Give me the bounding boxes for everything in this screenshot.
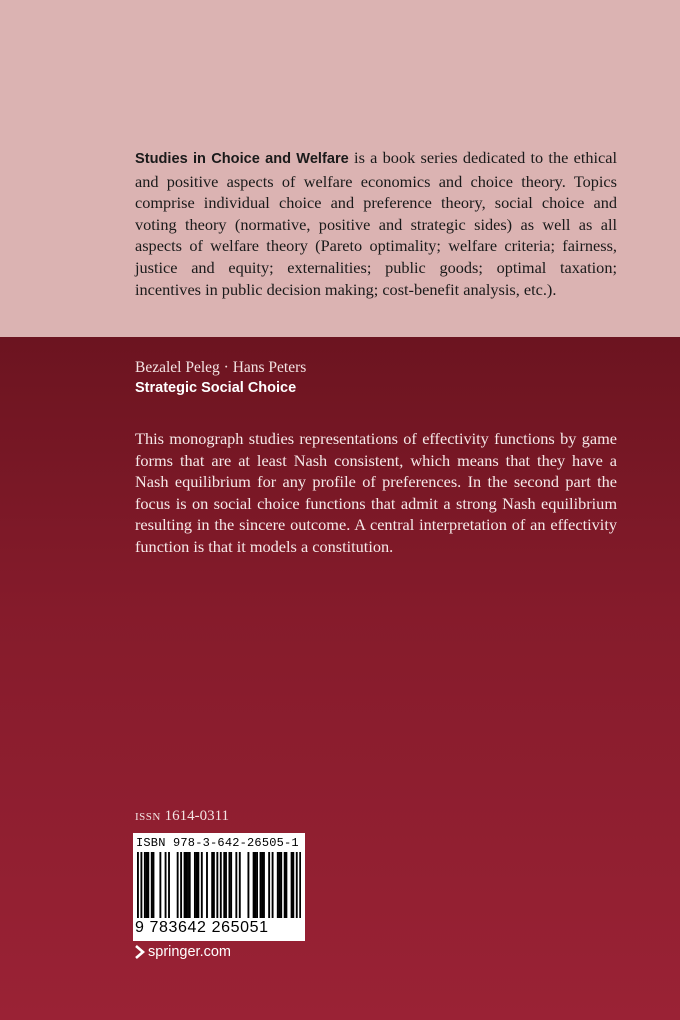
barcode-bar [187, 852, 189, 918]
barcode-bar [159, 852, 161, 918]
barcode-bar [211, 852, 213, 918]
barcode-bar [254, 852, 256, 918]
barcode-bar [272, 852, 274, 918]
ean-digits: 9 783642 265051 [135, 919, 269, 936]
barcode-bar [213, 852, 215, 918]
barcode-bar [285, 852, 287, 918]
barcode-bar [230, 852, 232, 918]
series-description [135, 147, 617, 300]
barcode-bar [239, 852, 241, 918]
barcode-bar [223, 852, 225, 918]
barcode-bar [279, 852, 281, 918]
barcode-bar [299, 852, 301, 918]
barcode-bar [228, 852, 230, 918]
barcode-bar [201, 852, 203, 918]
barcode-bar [165, 852, 167, 918]
publisher-url: springer.com [148, 944, 232, 960]
book-authors: Bezalel Peleg · Hans Peters [135, 359, 307, 376]
barcode-bar [291, 852, 293, 918]
barcode-bar [180, 852, 182, 918]
chevron-right-icon [134, 945, 145, 959]
barcode-bar [284, 852, 286, 918]
barcode-bar [185, 852, 187, 918]
barcode-bar [137, 852, 139, 918]
barcode-bar [296, 852, 298, 918]
barcode-bar [140, 852, 142, 918]
barcode-bar [206, 852, 208, 918]
series-name: Studies in Choice and Welfare [135, 151, 349, 167]
book-title: Strategic Social Choice [135, 380, 297, 396]
barcode-bar [194, 852, 196, 918]
barcode-bar [247, 852, 249, 918]
barcode-bar [220, 852, 222, 918]
publisher-link[interactable] [134, 944, 231, 960]
barcode-bar [253, 852, 255, 918]
barcode-bar [277, 852, 279, 918]
barcode-bar [189, 852, 191, 918]
barcode-bar [153, 852, 155, 918]
isbn-barcode [133, 833, 305, 941]
series-panel [0, 0, 680, 337]
book-abstract: This monograph studies representations of effectivity functions by game forms that are at least Nash consistent, which means that they have a Nash equilibrium for any profile of preferences. In the second part the focus is on social choice functions that admit a strong Nash equilibrium resulting in the sincere outcome. A central interpretation of an effectivity function is that it models a constitution. [135, 429, 617, 556]
barcode-bar [196, 852, 198, 918]
barcode-bar [197, 852, 199, 918]
barcode-bar [235, 852, 237, 918]
barcode-bar [144, 852, 146, 918]
barcode-bar [146, 852, 148, 918]
barcode-bar [268, 852, 270, 918]
barcode-bar [168, 852, 170, 918]
barcode-bar [261, 852, 263, 918]
barcode-bar [184, 852, 186, 918]
barcode-bar [225, 852, 227, 918]
issn-label: ISSN [135, 811, 161, 823]
series-description-text: is a book series dedicated to the ethical and positive aspects of welfare economics and choice theory. Topics comprise individual choice and preference theory, social choice and voting theory (normative, positive and strategic sides) as well as all aspects of welfare theory (Pareto optimality; welfare criteria; fairness, justice and equity; externalities; public goods; optimal taxation; incentives in public decision making; cost-benefit analysis, etc.). [135, 148, 617, 299]
isbn-text: ISBN 978-3-642-26505-1 [136, 836, 299, 850]
barcode-bar [216, 852, 218, 918]
barcode-bar [256, 852, 258, 918]
barcode-bar [280, 852, 282, 918]
barcode-bar [263, 852, 265, 918]
barcode-bar [147, 852, 149, 918]
barcode-bar [292, 852, 294, 918]
issn-value: 1614-0311 [164, 808, 230, 824]
issn [135, 808, 229, 825]
barcode-bar [177, 852, 179, 918]
barcode-bar [151, 852, 153, 918]
barcode-bar [260, 852, 262, 918]
